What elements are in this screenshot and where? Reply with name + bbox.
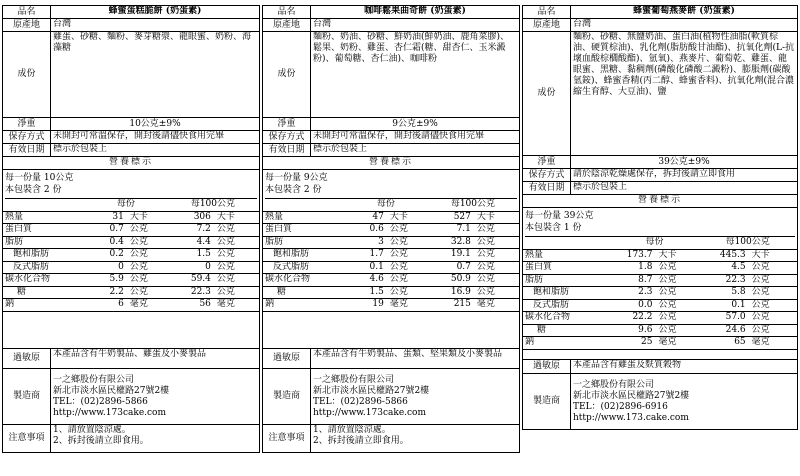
nutrient-unit: 公克 [748,287,797,300]
servings-per-pack: 本包裝含 2 份 [5,184,257,199]
nutrient-per-serving: 0.0 [611,299,655,312]
nutrient-per-serving: 8.7 [611,274,655,287]
nutrient-row [3,286,259,299]
per-100g-header: 每100公克 [427,199,519,211]
nutrient-name: 飽和脂肪 [3,249,85,262]
allergens-label: 過敏原 [523,360,571,374]
nutrient-unit: 公克 [213,274,259,287]
nutrient-row [263,211,519,224]
nutrient-unit: 毫克 [213,299,259,312]
allergens-value: 本產品含有牛奶製品、蛋類、堅果類及小麥製品 [311,349,520,369]
nutrition-header-row [263,199,519,211]
nutrient-unit: 公克 [386,236,427,249]
net-weight-label: 淨重 [263,118,311,131]
nutrient-unit: 公克 [386,274,427,287]
nutrient-unit: 毫克 [748,337,797,350]
per-100g-header: 每100公克 [167,199,259,211]
origin-value: 台灣 [51,19,260,32]
nutrient-per-100g: 19.1 [427,249,473,262]
nutrient-name: 反式脂肪 [523,299,611,312]
nutrient-per-100g: 527 [427,211,473,224]
nutrient-row [523,337,797,350]
nutrition-table [3,170,260,349]
nutrient-unit: 大卡 [473,211,519,224]
nutrition-header-row [523,237,797,249]
expiry-value: 標示於包裝上 [51,144,260,157]
expiry-value: 標示於包裝上 [311,144,520,157]
nutrient-unit: 公克 [473,286,519,299]
product-panel [2,5,260,453]
nutrient-unit: 毫克 [126,299,167,312]
nutrient-per-serving: 0.4 [85,236,126,249]
nutrient-per-serving: 31 [85,211,126,224]
ingredients-label: 成份 [3,32,51,118]
product-name: 咖啡鬆果曲奇餅 (奶蛋素) [311,6,520,19]
nutrient-per-100g: 0 [167,261,213,274]
nutrition-title: 營養標示 [523,195,798,208]
product-name: 蜂蜜蛋糕脆餅 (奶蛋素) [51,6,260,19]
manufacturer-company: 一之鄉股份有限公司 [313,374,395,385]
name-label: 品名 [263,6,311,19]
per-serving-header: 每份 [345,199,427,211]
nutrient-row [523,287,797,300]
nutrient-unit: 公克 [126,249,167,262]
nutrient-per-100g: 50.9 [427,274,473,287]
nutrient-unit: 公克 [126,261,167,274]
per-100g-header: 每100公克 [698,237,797,249]
nutrient-unit: 公克 [126,224,167,237]
nutrient-row [263,236,519,249]
storage-value: 未開封可常溫保存，開封後請儘快食用完畢 [311,131,520,144]
origin-label: 原產地 [263,19,311,32]
nutrient-unit: 公克 [126,236,167,249]
nutrient-row [263,261,519,274]
manufacturer-address: 新北市淡水區民權路27號2樓 [313,385,430,396]
nutrient-per-100g: 0.7 [427,261,473,274]
per-serving-header: 每份 [611,237,699,249]
nutrient-per-serving: 9.6 [611,324,655,337]
nutrient-per-serving: 0 [85,261,126,274]
origin-label: 原產地 [523,19,571,32]
nutrient-unit: 大卡 [655,249,699,262]
nutrient-unit: 公克 [386,224,427,237]
nutrient-per-serving: 47 [345,211,386,224]
nutrient-per-100g: 56 [167,299,213,312]
nutrient-unit: 大卡 [126,211,167,224]
nutrient-per-serving: 2.2 [85,286,126,299]
nutrient-unit: 公克 [386,261,427,274]
nutrient-per-serving: 19 [345,299,386,312]
nutrient-unit: 公克 [748,312,797,325]
nutrient-unit: 公克 [473,249,519,262]
expiry-value: 標示於包裝上 [571,182,798,195]
nutrient-per-100g: 65 [698,337,747,350]
nutrient-per-serving: 4.6 [345,274,386,287]
nutrient-unit: 公克 [655,312,699,325]
nutrient-name: 熱量 [3,211,85,224]
nutrient-unit: 公克 [748,274,797,287]
nutrient-name: 熱量 [523,249,611,262]
manufacturer-company: 一之鄉股份有限公司 [53,374,135,385]
nutrient-per-100g: 57.0 [698,312,747,325]
notes-label: 注意事項 [263,425,311,453]
nutrient-unit: 公克 [473,236,519,249]
manufacturer-value [51,369,260,425]
manufacturer-url: http://www.173cake.com [53,407,167,418]
nutrient-per-100g: 0.1 [698,299,747,312]
manufacturer-value [571,374,798,430]
nutrient-row [263,274,519,287]
nutrient-per-100g: 4.4 [167,236,213,249]
note-line: 1、請放置陰涼處。 [313,425,391,435]
nutrient-name: 飽和脂肪 [263,249,345,262]
nutrient-unit: 公克 [655,299,699,312]
nutrient-per-serving: 0.7 [85,224,126,237]
nutrition-title: 營養標示 [3,157,260,170]
nutrient-unit: 公克 [213,224,259,237]
manufacturer-url: http://www.173cake.com [313,407,427,418]
manufacturer-company: 一之鄉股份有限公司 [573,379,655,390]
nutrient-row [3,249,259,262]
serving-size: 每一份量 39公克 [525,211,594,221]
nutrient-row [3,236,259,249]
nutrient-row [523,312,797,325]
nutrient-unit: 公克 [473,224,519,237]
nutrient-per-serving: 0.2 [85,249,126,262]
nutrient-row [3,224,259,237]
notes-label: 注意事項 [3,425,51,453]
ingredients-value: 麵粉、砂糖、無鹽奶油、蛋白油(植物性油脂(軟質棕油、硬質棕油)、乳化劑(脂肪酸甘油酯)、抗氧化劑(L-抗壞血酸棕櫚酸酯)、氫氧)、燕麥片、葡萄乾、雞蛋、龍眼蜜、黑糖、黏稠劑(磷酸化磷酸二澱粉)、膨脹劑(碳酸氫銨)、蜂蜜香精(丙二醇、蜂蜜香料)、抗氧化劑(混合濃縮生育醇、大豆油)、鹽 [571,32,798,156]
manufacturer-url: http://www.173.cake.com [573,412,689,423]
nutrient-name: 熱量 [263,211,345,224]
name-label: 品名 [3,6,51,19]
product-name: 蜂蜜葡萄燕麥餅 (奶蛋素) [571,6,798,19]
nutrient-unit: 公克 [386,249,427,262]
note-line: 2、拆封後請立即食用。 [313,436,409,446]
nutrient-row [523,274,797,287]
storage-value: 未開封可常溫保存，開封後請儘快食用完畢 [51,131,260,144]
manufacturer-label: 製造商 [3,369,51,425]
nutrient-name: 蛋白質 [263,224,345,237]
nutrient-per-serving: 1.5 [345,286,386,299]
nutrient-unit: 大卡 [213,211,259,224]
nutrient-row [523,249,797,262]
nutrition-title: 營養標示 [263,157,520,170]
nutrient-per-serving: 25 [611,337,655,350]
nutrient-per-100g: 22.3 [167,286,213,299]
nutrient-name: 脂肪 [263,236,345,249]
nutrient-row [523,262,797,275]
allergens-value: 本產品含有牛奶製品、雞蛋及小麥製品 [51,349,260,369]
nutrition-table [523,208,798,360]
nutrient-per-serving: 2.3 [611,287,655,300]
nutrient-name: 鈉 [3,299,85,312]
nutrient-name: 脂肪 [523,274,611,287]
note-line: 2、拆封後請立即食用。 [53,436,149,446]
nutrient-unit: 公克 [213,261,259,274]
nutrient-name: 飽和脂肪 [523,287,611,300]
manufacturer-value [311,369,520,425]
nutrient-per-serving: 1.8 [611,262,655,275]
expiry-label: 有效日期 [523,182,571,195]
nutrient-unit: 大卡 [748,249,797,262]
nutrient-per-100g: 24.6 [698,324,747,337]
name-label: 品名 [523,6,571,19]
nutrient-row [523,324,797,337]
note-line: 1、請放置陰涼處。 [53,425,131,435]
net-weight-value: 39公克±9% [571,156,798,169]
nutrient-unit: 公克 [473,261,519,274]
net-weight-label: 淨重 [3,118,51,131]
nutrient-per-100g: 5.8 [698,287,747,300]
allergens-label: 過敏原 [263,349,311,369]
nutrient-unit: 公克 [213,249,259,262]
nutrient-unit: 公克 [655,287,699,300]
manufacturer-address: 新北市淡水區民權路27號2樓 [53,385,170,396]
nutrient-per-serving: 0.1 [345,261,386,274]
storage-value: 請於陰涼乾燥處保存，拆封後請立即食用 [571,169,798,182]
nutrient-unit: 公克 [655,262,699,275]
origin-value: 台灣 [311,19,520,32]
nutrient-row [263,249,519,262]
nutrient-unit: 公克 [655,324,699,337]
storage-label: 保存方式 [263,131,311,144]
manufacturer-label: 製造商 [263,369,311,425]
nutrient-unit: 公克 [126,286,167,299]
nutrient-name: 反式脂肪 [263,261,345,274]
allergens-label: 過敏原 [3,349,51,369]
nutrient-per-serving: 22.2 [611,312,655,325]
nutrient-name: 糖 [3,286,85,299]
serving-size: 每一份量 10公克 [5,173,74,183]
product-panel [522,5,798,430]
nutrient-per-serving: 6 [85,299,126,312]
nutrient-name: 脂肪 [3,236,85,249]
nutrient-per-100g: 16.9 [427,286,473,299]
manufacturer-label: 製造商 [523,374,571,430]
origin-label: 原產地 [3,19,51,32]
notes-value [51,425,260,453]
ingredients-value: 麵粉、奶油、砂糖、鮮奶油(鮮奶油、鹿角菜膠)、鬆果、奶粉、雞蛋、杏仁霜(糖、甜杏仁、玉米澱粉)、葡萄糖、杏仁油)、咖啡粉 [311,32,520,118]
expiry-label: 有效日期 [263,144,311,157]
nutrient-row [263,299,519,312]
nutrient-name: 反式脂肪 [3,261,85,274]
nutrition-header-row [3,199,259,211]
ingredients-label: 成份 [263,32,311,118]
nutrient-per-serving: 3 [345,236,386,249]
servings-per-pack: 本包裝含 2 份 [265,184,517,199]
ingredients-value: 雞蛋、砂糖、麵粉、麥芽糖漿、龍眼蜜、奶粉、海藻糖 [51,32,260,118]
nutrient-per-100g: 215 [427,299,473,312]
nutrient-unit: 毫克 [386,299,427,312]
nutrient-per-serving: 173.7 [611,249,655,262]
nutrient-row [3,299,259,312]
ingredients-label: 成份 [523,32,571,156]
nutrient-row [3,211,259,224]
nutrient-unit: 公克 [386,286,427,299]
nutrient-row [263,286,519,299]
origin-value: 台灣 [571,19,798,32]
storage-label: 保存方式 [3,131,51,144]
per-serving-header: 每份 [85,199,167,211]
nutrient-per-100g: 59.4 [167,274,213,287]
nutrient-unit: 毫克 [655,337,699,350]
nutrient-unit: 公克 [213,286,259,299]
nutrient-per-100g: 7.1 [427,224,473,237]
manufacturer-tel: TEL：(02)2896-5866 [53,396,148,407]
net-weight-value: 9公克±9% [311,118,520,131]
nutrient-name: 糖 [263,286,345,299]
expiry-label: 有效日期 [3,144,51,157]
nutrient-name: 鈉 [523,337,611,350]
nutrient-unit: 公克 [748,299,797,312]
nutrient-name: 蛋白質 [523,262,611,275]
nutrient-name: 碳水化合物 [263,274,345,287]
nutrient-name: 碳水化合物 [523,312,611,325]
storage-label: 保存方式 [523,169,571,182]
nutrient-per-100g: 4.5 [698,262,747,275]
nutrient-unit: 公克 [213,236,259,249]
serving-size: 每一份量 9公克 [265,173,328,183]
allergens-value: 本產品含有雞蛋及麩質穀物 [571,360,798,374]
nutrient-unit: 公克 [748,262,797,275]
nutrient-per-100g: 445.3 [698,249,747,262]
notes-value [311,425,520,453]
manufacturer-tel: TEL：(02)2896-6916 [573,401,668,412]
manufacturer-tel: TEL：(02)2896-5866 [313,396,408,407]
manufacturer-address: 新北市淡水區民權路27號2樓 [573,390,690,401]
net-weight-value: 10公克±9% [51,118,260,131]
nutrient-per-serving: 0.6 [345,224,386,237]
nutrient-row [3,261,259,274]
nutrition-table [263,170,520,349]
net-weight-label: 淨重 [523,156,571,169]
nutrient-unit: 公克 [655,274,699,287]
nutrient-name: 蛋白質 [3,224,85,237]
nutrient-per-100g: 1.5 [167,249,213,262]
nutrient-unit: 毫克 [473,299,519,312]
nutrient-per-serving: 1.7 [345,249,386,262]
nutrient-per-100g: 32.8 [427,236,473,249]
nutrient-row [3,274,259,287]
nutrient-row [263,224,519,237]
product-panel [262,5,520,453]
nutrient-per-100g: 7.2 [167,224,213,237]
nutrient-unit: 大卡 [386,211,427,224]
nutrient-unit: 公克 [748,324,797,337]
nutrient-per-100g: 306 [167,211,213,224]
nutrient-name: 碳水化合物 [3,274,85,287]
nutrient-row [523,299,797,312]
nutrient-name: 鈉 [263,299,345,312]
nutrient-per-100g: 22.3 [698,274,747,287]
nutrient-unit: 公克 [126,274,167,287]
nutrient-name: 糖 [523,324,611,337]
nutrient-unit: 公克 [473,274,519,287]
nutrient-per-serving: 5.9 [85,274,126,287]
servings-per-pack: 本包裝含 1 份 [525,222,795,237]
